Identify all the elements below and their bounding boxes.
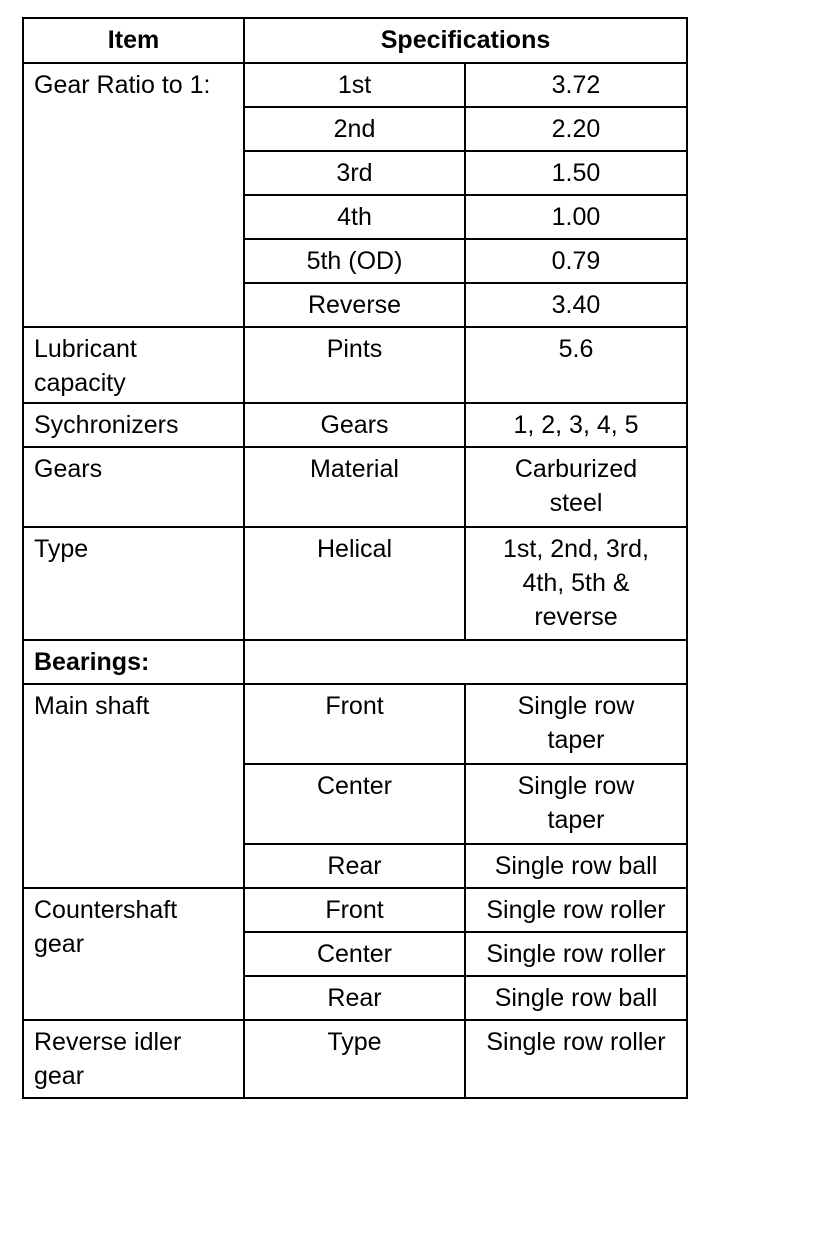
reverse-idler-spec: Type	[244, 1020, 465, 1098]
bearings-label: Bearings:	[23, 640, 244, 684]
gears-spec: Material	[244, 447, 465, 527]
synchronizers-spec: Gears	[244, 403, 465, 447]
gears-label: Gears	[23, 447, 244, 527]
table-row	[23, 327, 687, 403]
type-spec: Helical	[244, 527, 465, 640]
header-row	[23, 18, 687, 63]
bearing-position: Rear	[244, 844, 465, 888]
bearing-position: Front	[244, 684, 465, 764]
gear-name: Reverse	[244, 283, 465, 327]
bearing-position: Center	[244, 764, 465, 844]
bearing-type: Single row taper	[465, 764, 687, 844]
gear-ratio-label: Gear Ratio to 1:	[23, 63, 244, 327]
bearings-heading-row	[23, 640, 687, 684]
table-row	[23, 403, 687, 447]
bearing-position: Rear	[244, 976, 465, 1020]
gear-ratio-value: 3.72	[465, 63, 687, 107]
table-row	[23, 447, 687, 527]
synchronizers-value: 1, 2, 3, 4, 5	[465, 403, 687, 447]
reverse-idler-label: Reverse idler gear	[23, 1020, 244, 1098]
table-row	[23, 888, 687, 932]
header-specifications: Specifications	[244, 18, 687, 63]
countershaft-label: Countershaft gear	[23, 888, 244, 1020]
table-row	[23, 63, 687, 107]
main-shaft-label: Main shaft	[23, 684, 244, 888]
bearing-type: Single row roller	[465, 932, 687, 976]
gear-ratio-value: 2.20	[465, 107, 687, 151]
bearing-position: Front	[244, 888, 465, 932]
bearing-type: Single row taper	[465, 684, 687, 764]
lubricant-label: Lubricant capacity	[23, 327, 244, 403]
gear-name: 4th	[244, 195, 465, 239]
type-label: Type	[23, 527, 244, 640]
bearing-type: Single row ball	[465, 976, 687, 1020]
table-row	[23, 1020, 687, 1098]
gears-value: Carburized steel	[465, 447, 687, 527]
gear-name: 5th (OD)	[244, 239, 465, 283]
gear-name: 1st	[244, 63, 465, 107]
gear-name: 2nd	[244, 107, 465, 151]
table-row	[23, 527, 687, 640]
header-item: Item	[23, 18, 244, 63]
gear-name: 3rd	[244, 151, 465, 195]
bearing-position: Center	[244, 932, 465, 976]
bearings-empty-cell	[244, 640, 687, 684]
specifications-table	[22, 17, 688, 1099]
type-value: 1st, 2nd, 3rd, 4th, 5th & reverse	[465, 527, 687, 640]
gear-ratio-value: 1.50	[465, 151, 687, 195]
gear-ratio-value: 0.79	[465, 239, 687, 283]
bearing-type: Single row ball	[465, 844, 687, 888]
synchronizers-label: Sychronizers	[23, 403, 244, 447]
gear-ratio-value: 3.40	[465, 283, 687, 327]
gear-ratio-value: 1.00	[465, 195, 687, 239]
bearing-type: Single row roller	[465, 888, 687, 932]
table-row	[23, 684, 687, 764]
lubricant-value: 5.6	[465, 327, 687, 403]
lubricant-spec: Pints	[244, 327, 465, 403]
reverse-idler-value: Single row roller	[465, 1020, 687, 1098]
